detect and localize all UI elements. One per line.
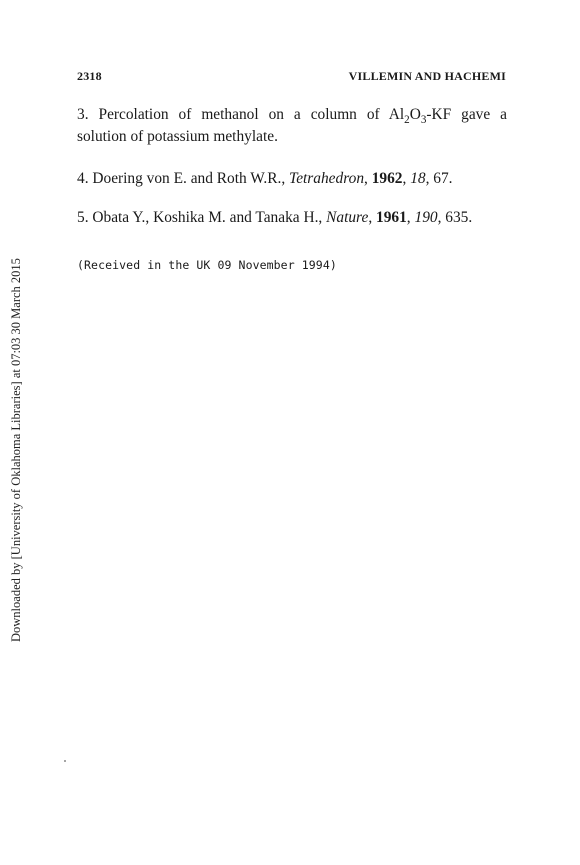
- reference-4-volume: 18: [410, 170, 426, 187]
- reference-5: [77, 207, 507, 229]
- reference-4-year: 1962: [371, 170, 403, 187]
- reference-4-journal: Tetrahedron: [289, 170, 365, 187]
- reference-5-year: 1961: [376, 209, 407, 226]
- download-watermark: Downloaded by [University of Oklahoma Libraries] at 07:03 30 March 2015: [9, 258, 23, 642]
- running-head: VILLEMIN AND HACHEMI: [348, 69, 506, 83]
- formula-subscript-1: 2: [404, 113, 410, 126]
- reference-4-sep-2: ,: [402, 170, 411, 187]
- reference-5-volume: 190: [414, 209, 438, 226]
- formula-subscript-2: 3: [420, 113, 427, 126]
- received-date-note: (Received in the UK 09 November 1994): [77, 258, 337, 272]
- formula-oxygen: O: [409, 106, 421, 123]
- reference-4-authors: 4. Doering von E. and Roth W.R.,: [77, 170, 290, 187]
- scan-speck: [64, 760, 66, 762]
- reference-3-text-end: -KF gave a: [426, 106, 507, 123]
- reference-4: [77, 168, 507, 190]
- reference-5-journal: Nature: [326, 209, 369, 226]
- reference-4-pages: , 67.: [425, 170, 453, 187]
- reference-5-authors: 5. Obata Y., Koshika M. and Tanaka H.,: [77, 209, 327, 226]
- page-number: 2318: [77, 69, 102, 83]
- reference-5-sep-1: ,: [368, 209, 377, 226]
- reference-5-pages: , 635.: [437, 209, 473, 226]
- reference-3: [77, 104, 507, 148]
- reference-3-line-2: solution of potassium methylate.: [77, 128, 278, 145]
- reference-5-sep-2: ,: [406, 209, 415, 226]
- reference-3-line-1: [77, 104, 507, 126]
- reference-4-sep-1: ,: [364, 170, 372, 187]
- reference-3-text: 3. Percolation of methanol on a column of Al: [77, 106, 405, 123]
